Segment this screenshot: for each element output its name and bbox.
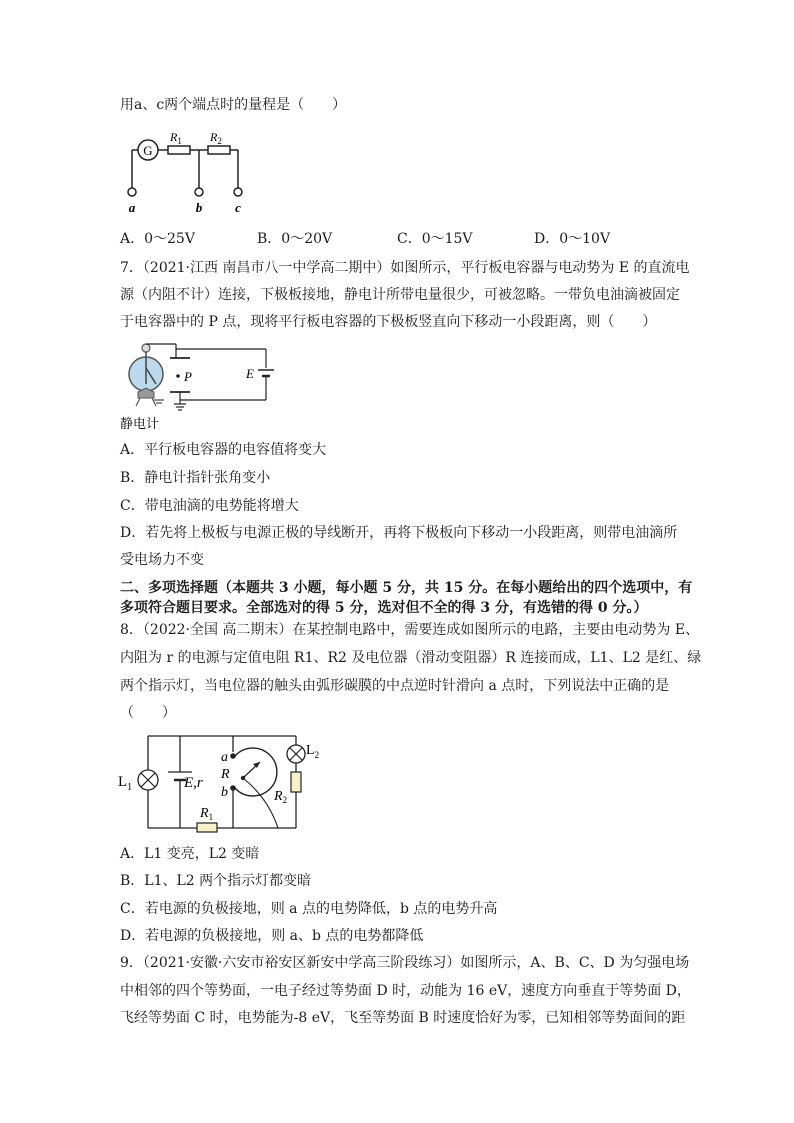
galvanometer-label: G [143,143,153,158]
resistor-r1 [197,823,217,832]
resistor-r2 [208,146,230,154]
q7-capacitor-diagram [118,340,278,432]
electrometer-caption: 静电计 [120,416,160,431]
terminal-a-label: a [128,200,136,215]
lamp-l2-label: $L_2$ [306,743,320,760]
q7-option-d-line-2: 受电场力不变 [120,552,204,568]
q6-option-b: B．0～20V [257,231,333,247]
q6-option-a: A．0～25V [120,231,195,247]
point-b-label: b [221,785,228,800]
q7-option-d-line-1: D．若先将上极板与电源正极的导线断开，再将下极板向下移动一小段距离，则带电油滴所 [120,525,678,541]
resistor-r1 [168,146,190,154]
emf-e-label: E [246,366,254,381]
point-p-label: P [184,369,192,384]
q8-stem-line-3: 两个指示灯，当电位器的触头由弧形碳膜的中点逆时针滑向 a 点时，下列说法中正确的是 [120,678,670,694]
q6-circuit-diagram [120,130,260,220]
resistor-r2-label: $R_2$ [274,789,288,805]
q9-stem-line-1: 9．（2021·安徽·六安市裕安区新安中学高三阶段练习）如图所示，A、B、C、D 为匀强电场 [120,955,690,971]
q8-option-d: D．若电源的负极接地，则 a、b 点的电势都降低 [120,928,424,944]
terminal-b-label: b [195,200,203,215]
q9-stem-line-3: 飞经等势面 C 时，电势能为-8 eV，飞至等势面 B 时速度恰好为零，已知相邻等势面间的距 [120,1010,686,1026]
q8-option-b: B．L1、L2 两个指示灯都变暗 [120,873,312,889]
q7-option-b: B．静电计指针张角变小 [120,470,271,486]
lamp-l1-label: $L_1$ [118,774,133,793]
q7-option-c: C．带电油滴的电势能将增大 [120,498,299,514]
resistor-r2 [291,772,301,792]
source-er-label: E,r [184,775,203,791]
resistor-r1-label: $R_1$ [200,806,214,822]
q7-stem-line-2: 源（内阻不计）连接，下极板接地，静电计所带电量很少，可被忽略。一带负电油滴被固定 [120,287,680,303]
q7-stem-line-3: 于电容器中的 P 点，现将平行板电容器的下极板竖直向下移动一小段距离，则（ ） [120,314,657,330]
q8-option-a: A．L1 变亮，L2 变暗 [120,846,260,862]
terminal-a [128,188,136,196]
q8-stem-line-1: 8．（2022·全国 高二期末）在某控制电路中，需要连成如图所示的电路，主要由电动势为 E、 [120,622,700,638]
oil-drop-p [176,374,180,378]
q6-stem-tail: 用a、c两个端点时的量程是（ ） [120,97,347,113]
r1-label: $R_1$ [170,130,182,146]
q7-stem-line-1: 7．（2021·江西 南昌市八一中学高二期中）如图所示，平行板电容器与电动势为 E 的直流电 [120,260,690,276]
q8-option-c: C．若电源的负极接地，则 a 点的电势降低，b 点的电势升高 [120,901,498,917]
q8-stem-line-2: 内阻为 r 的电源与定值电阻 R1、R2 及电位器（滑动变阻器）R 连接而成，L1、L2 是红、绿 [120,650,702,666]
terminal-b [195,188,203,196]
terminal-c [234,188,242,196]
q7-option-a: A．平行板电容器的电容值将变大 [120,442,327,458]
section-2-heading-line-2: 多项符合题目要求。全部选对的得 5 分，选对但不全的得 3 分，有选错的得 0 分。） [120,600,648,616]
section-2-heading-line-1: 二、多项选择题（本题共 3 小题，每小题 5 分，共 15 分。在每小题给出的四个选项中，有 [120,580,693,596]
q9-stem-line-2: 中相邻的四个等势面，一电子经过等势面 D 时，动能为 16 eV，速度方向垂直于等势面 D， [120,983,691,999]
q8-circuit-diagram [118,728,330,836]
point-a-label: a [221,750,228,765]
q6-option-c: C．0～15V [397,231,473,247]
q6-option-d: D．0～10V [534,231,611,247]
q8-stem-line-4: （ ） [120,705,176,721]
potentiometer-arc [235,748,277,796]
r2-label: $R_2$ [210,130,222,146]
pot-r-label: R [221,767,230,782]
terminal-c-label: c [235,200,241,215]
